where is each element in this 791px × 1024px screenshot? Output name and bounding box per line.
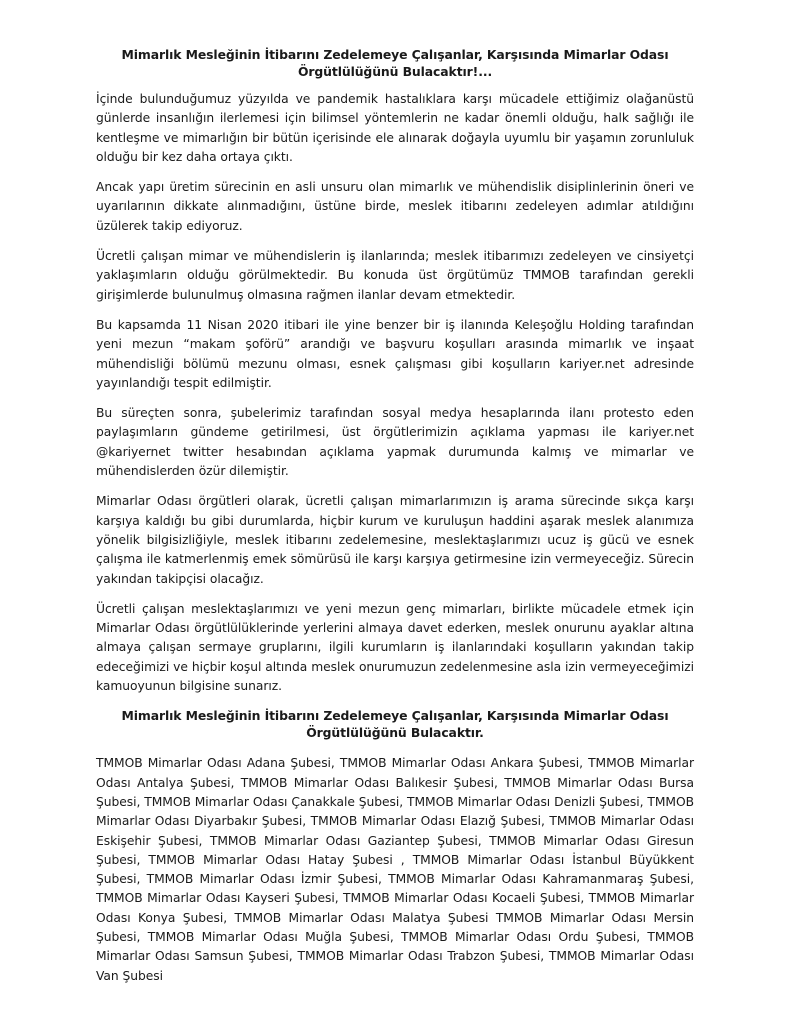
paragraph-4: Bu kapsamda 11 Nisan 2020 itibari ile yine benzer bir iş ilanında Keleşoğlu Holding tarafından yeni mezun “makam şoförü” arandığı ve başvuru koşulları arasında mimarlık ve inşaat mühendisliği bölümü mezunu olması, esnek çalışması gibi koşulların kariyer.net adresinde yayınlandığı tespit edilmiştir. — [96, 317, 694, 390]
document-title-line-2: Örgütlülüğünü Bulacaktır!... — [297, 64, 493, 79]
paragraph-6: Mimarlar Odası örgütleri olarak, ücretli çalışan mimarlarımızın iş arama sürecinde sıkça karşı karşıya kaldığı bu gibi durumlarda, hiçbir kurum ve kuruluşun haddini aşarak meslek alanımıza yönelik bilgisizliğiyle, meslek itibarını zedelemesine, meslektaşlarımızı ucuz iş gücü ve esnek çalışma ile katmerlenmiş emek sömürüsü ile karşı karşıya getirmesine izin vermeyeceğiz. Sürecin yakından takipçisi olacağız. — [96, 494, 694, 586]
document-title — [96, 46, 694, 80]
closing-title-line-1: Mimarlık Mesleğinin İtibarını Zedelemeye Çalışanlar, Karşısında Mimarlar Odası — [121, 708, 669, 724]
closing-title-line-2: Örgütlülüğünü Bulacaktır. — [306, 725, 484, 741]
document-page — [96, 46, 694, 986]
paragraph-1: İçinde bulunduğumuz yüzyılda ve pandemik hastalıklara karşı mücadele ettiğimiz olağanüstü günlerde insanlığın ilerlemesi için bilimsel yöntemlerin ne kadar önemli olduğu, halk sağlığı ile kentleşme ve mimarlığın bir bütün içerisinde ele alınarak doğayla uyumlu bir yaşamın zorunluluk olduğu bir kez daha ortaya çıktı. — [96, 92, 694, 164]
signatories-list: TMMOB Mimarlar Odası Adana Şubesi, TMMOB Mimarlar Odası Ankara Şubesi, TMMOB Mimarlar Odası Antalya Şubesi, TMMOB Mimarlar Odası Balıkesir Şubesi, TMMOB Mimarlar Odası Bursa Şubesi, TMMOB Mimarlar Odası Çanakkale Şubesi, TMMOB Mimarlar Odası Denizli Şubesi, TMMOB Mimarlar Odası Diyarbakır Şubesi, TMMOB Mimarlar Odası Elazığ Şubesi, TMMOB Mimarlar Odası Eskişehir Şubesi, TMMOB Mimarlar Odası Gaziantep Şubesi, TMMOB Mimarlar Odası Giresun Şubesi, TMMOB Mimarlar Odası Hatay Şubesi , TMMOB Mimarlar Odası İstanbul Büyükkent Şubesi, TMMOB Mimarlar Odası İzmir Şubesi, TMMOB Mimarlar Odası Kahramanmaraş Şubesi, TMMOB Mimarlar Odası Kayseri Şubesi, TMMOB Mimarlar Odası Kocaeli Şubesi, TMMOB Mimarlar Odası Konya Şubesi, TMMOB Mimarlar Odası Malatya Şubesi TMMOB Mimarlar Odası Mersin Şubesi, TMMOB Mimarlar Odası Muğla Şubesi, TMMOB Mimarlar Odası Ordu Şubesi, TMMOB Mimarlar Odası Samsun Şubesi, TMMOB Mimarlar Odası Trabzon Şubesi, TMMOB Mimarlar Odası Van Şubesi — [96, 756, 694, 983]
closing-title — [96, 707, 694, 741]
paragraph-2: Ancak yapı üretim sürecinin en asli unsuru olan mimarlık ve mühendislik disiplinlerinin öneri ve uyarılarının dikkate alınmadığını, üstüne birde, meslek itibarını zedeleyen adımlar atıldığını üzülerek takip ediyoruz. — [96, 180, 694, 233]
paragraph-3: Ücretli çalışan mimar ve mühendislerin iş ilanlarında; meslek itibarımızı zedeleyen ve cinsiyetçi yaklaşımların olduğu görülmektedir. Bu konuda üst örgütümüz TMMOB tarafından gerekli girişimlerde bulunulmuş olmasına rağmen ilanlar devam etmektedir. — [96, 249, 694, 302]
paragraph-5: Bu süreçten sonra, şubelerimiz tarafından sosyal medya hesaplarında ilanı protesto eden paylaşımların gündeme getirilmesi, üst örgütlerimizin açıklama yapması ile kariyer.net @kariyernet twitter hesabından açıklama yapmak durumunda kalmış ve mimarlar ve mühendislerden özür dilemiştir. — [96, 406, 694, 479]
paragraph-7: Ücretli çalışan meslektaşlarımızı ve yeni mezun genç mimarları, birlikte mücadele etmek için Mimarlar Odası örgütlülüklerinde yerlerini almaya davet ederken, meslek onurunu ayaklar altına almaya çalışan sermaye gruplarını, ilgili kurumların iş ilanlarındaki koşulların yakından takip edeceğimizi ve hiçbir koşul altında meslek onurumuzun zedelenmesine asla izin vermeyeceğimizi kamuoyunun bilgisine sunarız. — [96, 601, 694, 694]
document-title-line-1: Mimarlık Mesleğinin İtibarını Zedelemeye Çalışanlar, Karşısında Mimarlar Odası — [121, 47, 669, 62]
